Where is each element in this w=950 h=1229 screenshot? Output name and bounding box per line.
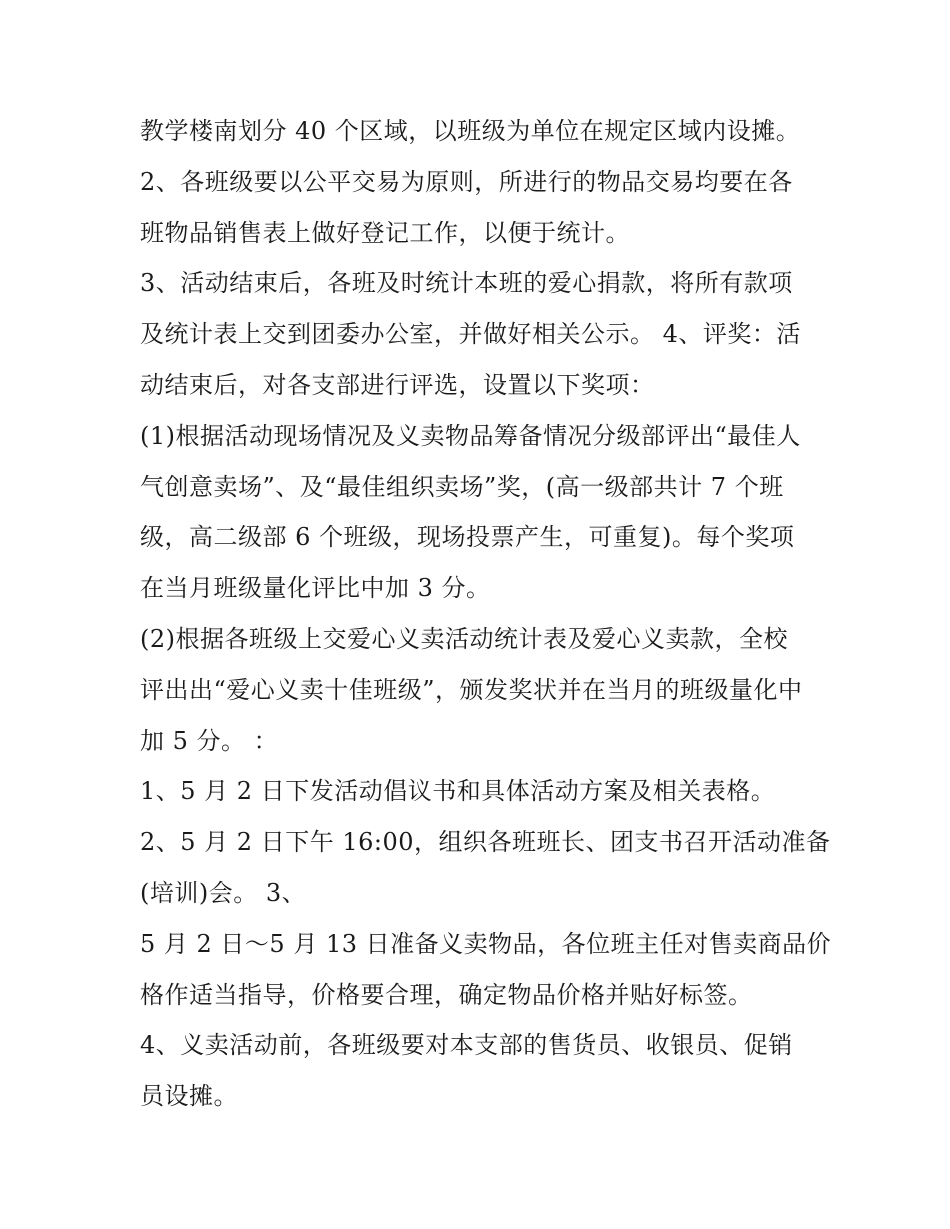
text-line-19: 4、义卖活动前，各班级要对本支部的售货员、收银员、促销 (140, 1031, 793, 1060)
text-line-11: (2)根据各班级上交爱心义卖活动统计表及爱心义卖款，全校 (140, 624, 788, 653)
text-line-7: (1)根据活动现场情况及义卖物品筹备情况分级部评出“最佳人 (140, 421, 801, 450)
text-line-2: 2、各班级要以公平交易为原则，所进行的物品交易均要在各 (140, 167, 793, 196)
text-line-8: 气创意卖场”、及“最佳组织卖场”奖，(高一级部共计 7 个班 (140, 472, 784, 501)
text-line-5: 及统计表上交到团委办公室，并做好相关公示。 4、评奖：活 (140, 320, 801, 349)
document-body (140, 106, 832, 1122)
text-line-4: 3、活动结束后，各班及时统计本班的爱心捐款，将所有款项 (140, 269, 793, 298)
text-line-9: 级，高二级部 6 个班级，现场投票产生，可重复)。每个奖项 (140, 523, 795, 552)
text-line-6: 动结束后，对各支部进行评选，设置以下奖项： (140, 370, 655, 399)
text-line-12: 评出出“爱心义卖十佳班级”，颁发奖状并在当月的班级量化中 (140, 675, 803, 704)
text-line-13: 加 5 分。 ： (140, 726, 279, 755)
text-line-20: 员设摊。 (140, 1082, 238, 1111)
text-line-14: 1、5 月 2 日下发活动倡议书和具体活动方案及相关表格。 (140, 777, 776, 806)
text-line-10: 在当月班级量化评比中加 3 分。 (140, 574, 491, 603)
text-line-16: (培训)会。 3、 (140, 878, 307, 907)
text-line-18: 格作适当指导，价格要合理，确定物品价格并贴好标签。 (140, 980, 753, 1009)
text-line-17: 5 月 2 日～5 月 13 日准备义卖物品，各位班主任对售卖商品价 (140, 929, 832, 958)
text-line-15: 2、5 月 2 日下午 16:00，组织各班班长、团支书召开活动准备 (140, 828, 831, 857)
text-line-1: 教学楼南划分 40 个区域，以班级为单位在规定区域内设摊。 (140, 117, 801, 145)
text-line-3: 班物品销售表上做好登记工作，以便于统计。 (140, 218, 630, 247)
